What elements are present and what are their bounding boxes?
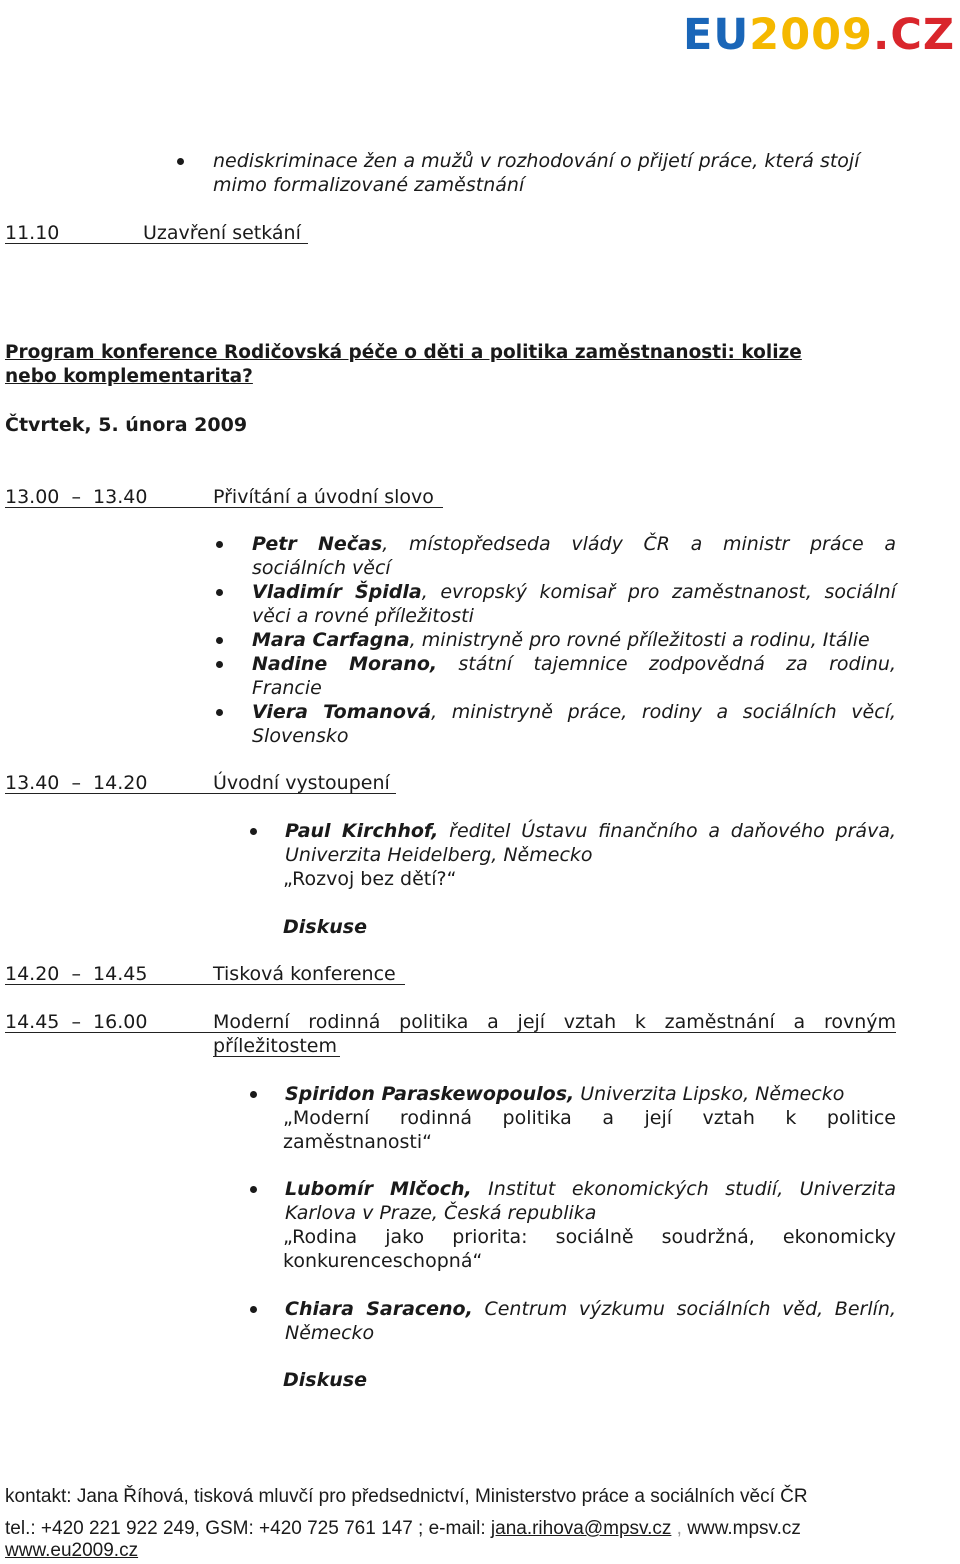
prev-bullet-line2: mimo formalizované zaměstnání [213, 174, 525, 196]
speaker-role: , ministryně práce, rodiny a sociálních věcí, [431, 701, 897, 723]
s2-title: Úvodní vystoupení [213, 772, 390, 794]
s4-speaker1-talk1: „Moderní rodinná politika a její vztah k politice [283, 1107, 896, 1129]
s1-speaker2 [252, 580, 896, 604]
speaker-name: Vladimír Špidla [252, 581, 422, 603]
s4-speaker1-talk2: zaměstnanosti“ [283, 1131, 432, 1153]
speaker-role: Univerzita Lipsko, Německo [574, 1083, 845, 1105]
s4-underline1 [5, 1032, 896, 1033]
logo-cz: .CZ [872, 10, 956, 60]
bullet-icon [216, 541, 223, 548]
s2-underline [5, 793, 396, 794]
s4-speaker2-line2: Karlova v Praze, Česká republika [285, 1202, 597, 1224]
program-date: Čtvrtek, 5. února 2009 [5, 414, 248, 436]
s2-discussion: Diskuse [283, 916, 367, 938]
footer-web1: www.mpsv.cz [687, 1518, 801, 1539]
speaker-name: Lubomír Mlčoch, [285, 1178, 472, 1200]
logo-2009: 2009 [749, 10, 873, 60]
s1-speaker4-line2: Francie [252, 677, 322, 699]
s1-speaker1-line2: sociálních věcí [252, 557, 391, 579]
speaker-role: , evropský komisař pro zaměstnanost, sociální [421, 581, 896, 603]
s1-speaker3 [252, 628, 870, 652]
s4-title-line2: příležitostem [213, 1035, 337, 1057]
closing-time: 11.10 [5, 222, 60, 244]
bullet-icon [216, 661, 223, 668]
program-title-line1: Program konference Rodičovská péče o děti a politika zaměstnanosti: kolize [5, 342, 802, 363]
s4-speaker2-talk2: konkurenceschopná“ [283, 1250, 483, 1272]
s1-title: Přivítání a úvodní slovo [213, 486, 434, 508]
s4-underline2 [213, 1056, 340, 1057]
s4-speaker3-line2: Německo [285, 1322, 375, 1344]
s1-speaker5 [252, 700, 896, 724]
speaker-name: Chiara Saraceno, [285, 1298, 473, 1320]
program-title-line2: nebo komplementarita? [5, 366, 253, 387]
s1-speaker5-line2: Slovensko [252, 725, 349, 747]
bullet-icon [250, 828, 257, 835]
s1-underline [5, 507, 443, 508]
speaker-name: Nadine Morano, [252, 653, 438, 675]
s4-speaker2-talk1: „Rodina jako priorita: sociálně soudržná, ekonomicky [283, 1226, 896, 1248]
s4-time: 14.45 – 16.00 [5, 1011, 148, 1033]
speaker-role: státní tajemnice zodpovědná za rodinu, [437, 653, 896, 675]
prev-bullet-line1: nediskriminace žen a mužů v rozhodování o přijetí práce, která stojí [213, 150, 860, 172]
footer-web2-line [5, 1539, 138, 1563]
s1-speaker1 [252, 532, 896, 556]
closing-title: Uzavření setkání [143, 222, 301, 244]
speaker-role: , místopředseda vlády ČR a ministr práce a [382, 533, 896, 555]
s3-underline [5, 984, 405, 985]
s2-time: 13.40 – 14.20 [5, 772, 148, 794]
speaker-name: Spiridon Paraskewopoulos, [285, 1083, 575, 1105]
footer-phone: tel.: +420 221 922 249, GSM: +420 725 761 147 ; e-mail: [5, 1518, 491, 1539]
speaker-name: Mara Carfagna [252, 629, 410, 651]
eu2009-logo [683, 12, 955, 58]
speaker-name: Paul Kirchhof, [285, 820, 439, 842]
speaker-role: Institut ekonomických studií, Univerzita [471, 1178, 896, 1200]
speaker-name: Petr Nečas [252, 533, 383, 555]
footer-separator: , [671, 1518, 688, 1539]
s4-speaker2 [285, 1177, 896, 1201]
bullet-icon [216, 637, 223, 644]
bullet-icon [250, 1306, 257, 1313]
bullet-icon [216, 709, 223, 716]
s1-speaker2-line2: věci a rovné příležitosti [252, 605, 474, 627]
footer-phone-line [5, 1517, 801, 1541]
speaker-role: Centrum výzkumu sociálních věd, Berlín, [472, 1298, 896, 1320]
s4-speaker3 [285, 1297, 896, 1321]
bullet-icon [250, 1186, 257, 1193]
s2-speaker-line2: Univerzita Heidelberg, Německo [285, 844, 593, 866]
email-link[interactable]: jana.rihova@mpsv.cz [490, 1518, 672, 1539]
bullet-icon [250, 1091, 257, 1098]
speaker-role: ředitel Ústavu finančního a daňového práva, [438, 820, 897, 842]
s2-speaker [285, 819, 896, 843]
s4-speaker1 [285, 1082, 844, 1106]
s2-talk-title: „Rozvoj bez dětí?“ [283, 868, 457, 890]
logo-eu: EU [683, 10, 750, 60]
web-link[interactable]: www.eu2009.cz [5, 1540, 139, 1561]
s4-title-line1: Moderní rodinná politika a její vztah k zaměstnání a rovným [213, 1011, 896, 1033]
speaker-role: , ministryně pro rovné příležitosti a rodinu, Itálie [409, 629, 870, 651]
s3-time: 14.20 – 14.45 [5, 963, 148, 985]
s1-speaker4 [252, 652, 896, 676]
footer-contact: kontakt: Jana Říhová, tisková mluvčí pro předsednictví, Ministerstvo práce a sociálních věcí ČR [5, 1486, 808, 1507]
s4-discussion: Diskuse [283, 1369, 367, 1391]
s1-time: 13.00 – 13.40 [5, 486, 148, 508]
s3-title: Tisková konference [213, 963, 396, 985]
closing-underline [5, 243, 308, 244]
speaker-name: Viera Tomanová [252, 701, 432, 723]
bullet-icon [216, 589, 223, 596]
bullet-icon [177, 158, 184, 165]
